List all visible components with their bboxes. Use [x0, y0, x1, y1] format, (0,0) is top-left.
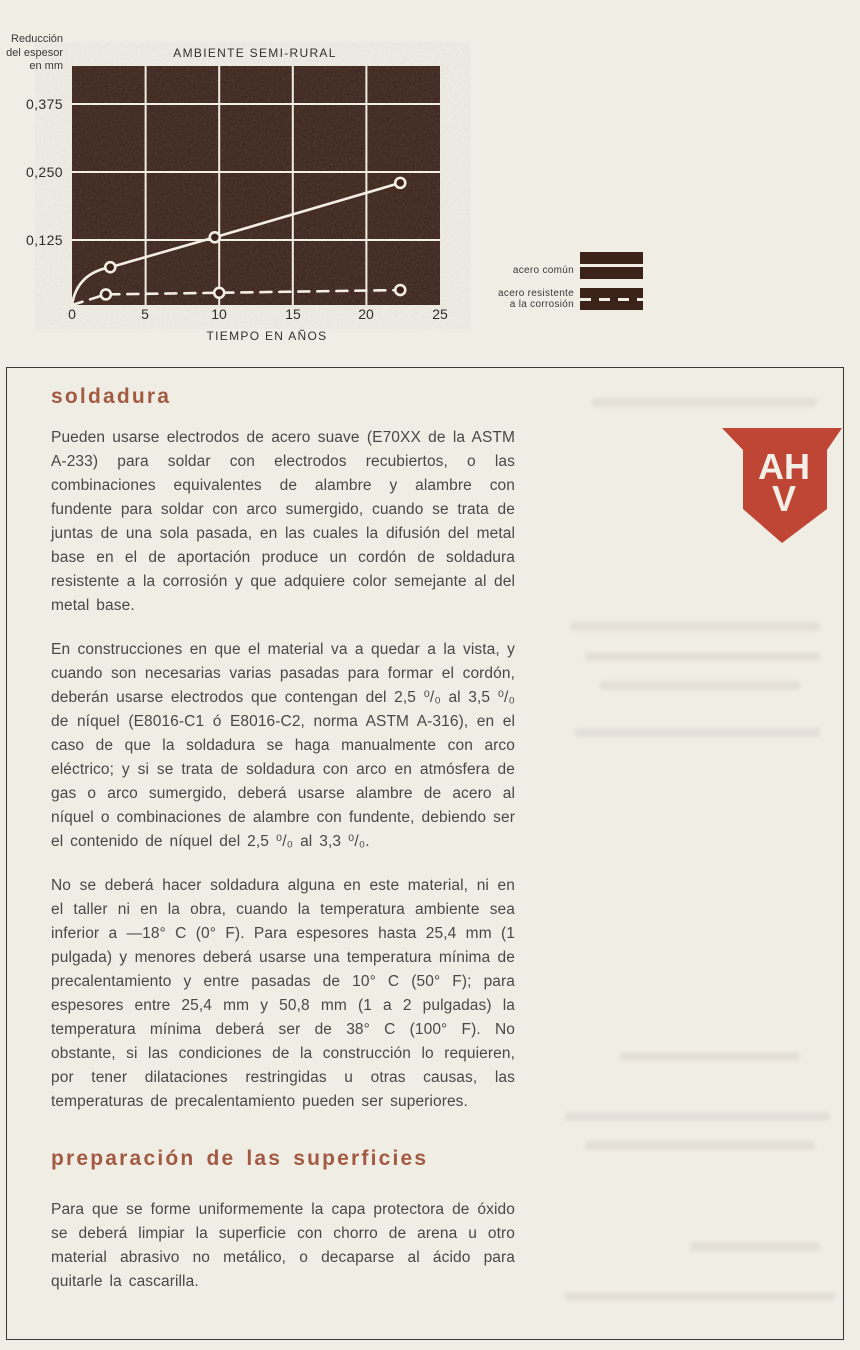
- ghost-print-bleed: [565, 1292, 835, 1301]
- ghost-print-bleed: [570, 622, 820, 631]
- legend-label: acero resistente a la corrosión: [498, 288, 574, 310]
- ghost-print-bleed: [620, 1052, 800, 1061]
- y-axis-unit-label: [4, 33, 63, 74]
- x-tick-label: 10: [211, 306, 227, 322]
- y-axis-unit-line: del espesor: [6, 46, 63, 59]
- x-axis-label: TIEMPO EN AÑOS: [206, 329, 328, 343]
- ghost-print-bleed: [585, 652, 820, 661]
- legend-swatch-solid-line: [580, 252, 643, 279]
- ahv-logo-text-line2: V: [771, 478, 797, 519]
- legend-item-acero-resistente: [470, 288, 643, 310]
- ghost-print-bleed: [592, 398, 817, 407]
- x-tick-label: 0: [68, 306, 76, 322]
- y-tick-label: 0,375: [25, 96, 63, 112]
- data-point-marker: [101, 289, 111, 299]
- x-tick-label: 20: [358, 306, 374, 322]
- ghost-print-bleed: [565, 1112, 830, 1121]
- legend-label: acero común: [512, 265, 574, 276]
- chart-legend: [470, 252, 643, 310]
- ghost-print-bleed: [600, 681, 800, 690]
- paragraph: Para que se forme uniformemente la capa protectora de óxido se deberá limpiar la superficie con chorro de arena u otro material abrasivo no metálico, o decaparse al ácido para quitarle la cascarilla.: [51, 1201, 515, 1290]
- ghost-print-bleed: [690, 1242, 820, 1251]
- plot-texture: [72, 66, 440, 305]
- data-point-marker: [210, 232, 220, 242]
- paragraph: No se deberá hacer soldadura alguna en este material, ni en el taller ni en la obra, cuando la temperatura ambiente sea inferior a —18° C (0° F). Para espesores hasta 25,4 mm (1 pulgada) y menores deberá usarse una temperatura mínima de precalentamiento y entre pasadas de 10° C (50° F); para espesores entre 25,4 mm y 50,8 mm (1 a 2 pulgadas) la temperatura mínima deberá ser de 38° C (100° F). No obstante, si las condiciones de la construcción lo requieren, por tener dilataciones restringidas u otras causas, las temperaturas de precalentamiento pueden ser superiores.: [51, 877, 515, 1110]
- ahv-logo: [722, 428, 842, 544]
- y-tick-label: 0,125: [25, 232, 63, 248]
- data-point-marker: [395, 285, 405, 295]
- content-box: [6, 367, 844, 1340]
- legend-item-acero-comun: [470, 252, 643, 279]
- data-point-marker: [214, 288, 224, 298]
- data-point-marker: [395, 178, 405, 188]
- paragraph: En construcciones en que el material va a quedar a la vista, y cuando son necesarias varias pasadas para formar el cordón, deberán usarse electrodos que contengan del 2,5 ⁰/₀ al 3,5 ⁰/₀ de níquel (E8016-C1 ó E8016-C2, norma ASTM A-316), en el caso de que la soldadura se haga manualmente con arco eléctrico; y si se trata de soldadura con arco en atmósfera de gas o arco sumergido, deberá usarse alambre de acero al níquel o combinaciones de alambre con fundente, debiendo ser el contenido de níquel del 2,5 ⁰/₀ al 3,3 ⁰/₀.: [51, 641, 515, 850]
- data-point-marker: [105, 262, 115, 272]
- ahv-logo-text-line1: AH: [758, 446, 810, 487]
- x-tick-label: 15: [285, 306, 301, 322]
- ghost-print-bleed: [575, 728, 820, 737]
- x-tick-label: 5: [141, 306, 149, 322]
- y-axis-unit-line: Reducción: [11, 33, 63, 45]
- legend-swatch-dashed-line: [580, 288, 643, 310]
- section-heading-soldadura: soldadura: [51, 385, 172, 408]
- ghost-print-bleed: [585, 1141, 815, 1150]
- section-heading-preparacion: preparación de las superficies: [51, 1147, 429, 1170]
- x-tick-label: 25: [432, 306, 448, 322]
- paragraph: Pueden usarse electrodos de acero suave (E70XX de la ASTM A-233) para soldar con electrodos recubiertos, o las combinaciones equivalentes de alambre y alambre con fundente para soldar con arco sumergido, cuando se trata de juntas de una sola pasada, en las cuales la difusión del metal base en el de aportación produce un cordón de soldadura resistente a la corrosión y que adquiere color semejante al del metal base.: [51, 429, 515, 614]
- y-axis-unit-line: en mm: [29, 60, 63, 72]
- corrosion-chart: [0, 0, 860, 360]
- y-tick-label: 0,250: [25, 164, 63, 180]
- chart-title: AMBIENTE SEMI-RURAL: [173, 46, 337, 60]
